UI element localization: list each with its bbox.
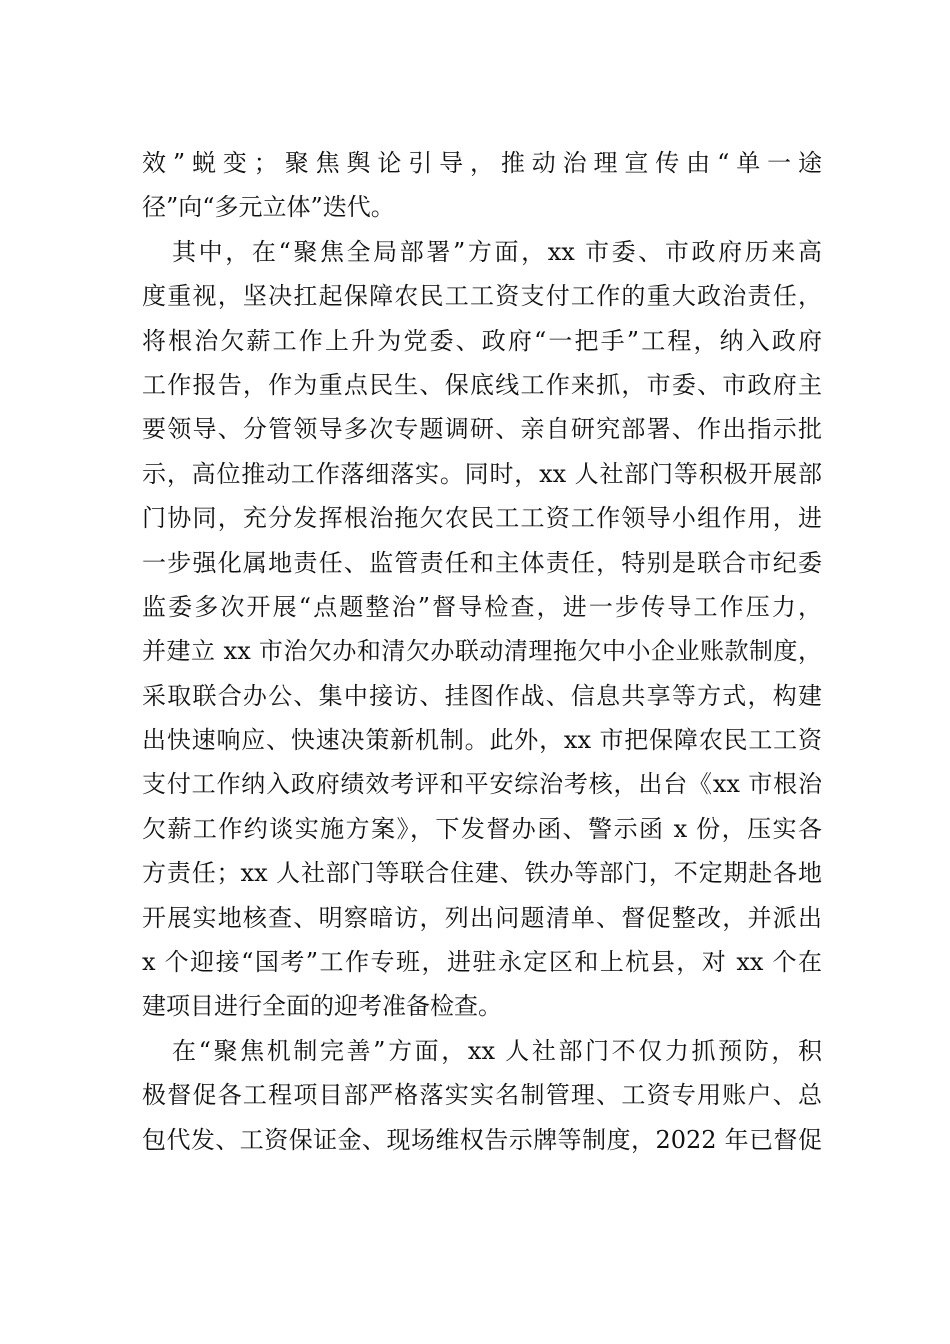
text-line: 一步强化属地责任、监管责任和主体责任，特别是联合市纪委 (142, 548, 822, 577)
text-line: 效”蜕变；聚焦舆论引导，推动治理宣传由“单一途 (142, 149, 822, 177)
paragraph-continued (142, 141, 822, 230)
text-line: 并建立 xx 市治欠办和清欠办联动清理拖欠中小企业账款制度， (142, 637, 822, 666)
text-line: 度重视，坚决扛起保障农民工工资支付工作的重大政治责任， (142, 282, 822, 311)
text-line: 要领导、分管领导多次专题调研、亲自研究部署、作出指示批 (142, 415, 822, 444)
text-line: 包代发、工资保证金、现场维权告示牌等制度，2022 年已督促 (142, 1125, 822, 1154)
text-line: 采取联合办公、集中接访、挂图作战、信息共享等方式，构建 (142, 681, 822, 710)
body-text (142, 141, 822, 1162)
text-line: 示，高位推动工作落细落实。同时，xx 人社部门等积极开展部 (142, 459, 822, 488)
paragraph-global-deployment (142, 230, 822, 1029)
text-line: 工作报告，作为重点民生、保底线工作来抓，市委、市政府主 (142, 370, 822, 399)
text-line: x 个迎接“国考”工作专班，进驻永定区和上杭县，对 xx 个在 (142, 948, 822, 977)
text-line: 出快速响应、快速决策新机制。此外，xx 市把保障农民工工资 (142, 726, 822, 755)
text-line: 开展实地核查、明察暗访，列出问题清单、督促整改，并派出 (142, 903, 822, 932)
text-line: 监委多次开展“点题整治”督导检查，进一步传导工作压力， (142, 592, 822, 621)
text-line: 支付工作纳入政府绩效考评和平安综治考核，出台《xx 市根治 (142, 770, 822, 799)
text-line: 欠薪工作约谈实施方案》，下发督办函、警示函 x 份，压实各 (142, 814, 822, 843)
text-line: 门协同，充分发挥根治拖欠农民工工资工作领导小组作用，进 (142, 504, 822, 533)
text-line: 在“聚焦机制完善”方面，xx 人社部门不仅力抓预防，积 (172, 1036, 822, 1065)
text-line: 方责任；xx 人社部门等联合住建、铁办等部门，不定期赴各地 (142, 859, 822, 888)
paragraph-mechanism-improvement (142, 1029, 822, 1162)
text-line: 径”向“多元立体”迭代。 (142, 193, 395, 222)
text-line: 将根治欠薪工作上升为党委、政府“一把手”工程，纳入政府 (142, 326, 822, 355)
text-line: 建项目进行全面的迎考准备检查。 (142, 992, 502, 1021)
text-line: 其中，在“聚焦全局部署”方面，xx 市委、市政府历来高 (172, 237, 822, 266)
text-line: 极督促各工程项目部严格落实实名制管理、工资专用账户、总 (142, 1081, 822, 1110)
